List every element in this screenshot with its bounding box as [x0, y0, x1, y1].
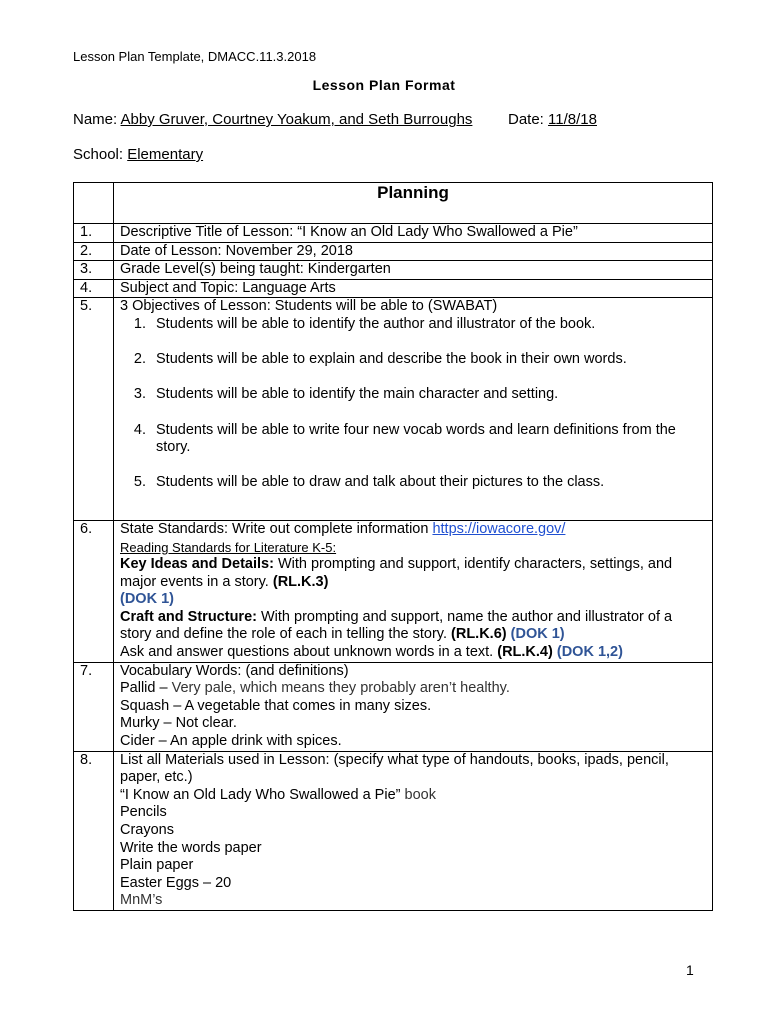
ask-dok: (DOK 1,2) — [556, 644, 623, 661]
name-value: Abby Gruver, Courtney Yoakum, and Seth Burroughs — [120, 111, 473, 128]
standards-subheading: Reading Standards for Literature K-5: — [120, 539, 337, 555]
key-ideas-code: (RL.K.3) — [272, 573, 329, 590]
row-number: 3. — [74, 261, 114, 280]
row-number: 7. — [74, 662, 114, 751]
materials-intro: List all Materials used in Lesson: (specify what type of handouts, books, ipads, pencil, paper, etc.) — [120, 751, 669, 786]
vocab-pallid — [120, 680, 706, 698]
name-line — [73, 111, 472, 128]
ask-answer-standard — [120, 644, 706, 662]
vocab-squash: Squash – A vegetable that comes in many sizes. — [120, 697, 432, 714]
materials-row — [74, 751, 713, 910]
row-number: 6. — [74, 520, 114, 662]
standards-intro-line — [120, 521, 706, 539]
vocab-intro: Vocabulary Words: (and definitions) — [120, 662, 349, 679]
table-row — [74, 224, 713, 243]
pallid-definition: Very pale, which means they probably aren’t healthy. — [171, 680, 510, 697]
row-number: 4. — [74, 279, 114, 298]
material-book — [120, 787, 706, 805]
craft-text: With prompting and support, name the author and illustrator of a story and define the role of each in telling the story. — [120, 608, 673, 643]
date-value: 11/8/18 — [548, 111, 597, 128]
ask-code: (RL.K.4) — [497, 644, 553, 661]
row-number: 8. — [74, 751, 114, 910]
standards-cell — [114, 520, 713, 662]
standards-intro: State Standards: Write out complete information — [120, 520, 433, 537]
materials-cell — [114, 751, 713, 910]
material-plain-paper: Plain paper — [120, 857, 194, 874]
page-title: Lesson Plan Format — [312, 77, 456, 93]
iowacore-link[interactable]: https://iowacore.gov/ — [432, 520, 566, 537]
vocab-row — [74, 662, 713, 751]
book-suffix: book — [400, 786, 436, 803]
row-text-grade: Grade Level(s) being taught: Kindergarten — [114, 261, 713, 280]
objective-item: 2. Students will be able to explain and describe the book in their own words. — [150, 351, 706, 369]
vocab-cider: Cider – An apple drink with spices. — [120, 733, 342, 750]
row-number: 5. — [74, 298, 114, 521]
key-ideas-dok: (DOK 1) — [120, 591, 174, 608]
objectives-list — [120, 316, 706, 492]
key-ideas-standard — [120, 556, 706, 591]
table-row — [74, 261, 713, 280]
objective-item: 1. Students will be able to identify the author and illustrator of the book. — [150, 316, 706, 334]
key-ideas-label: Key Ideas and Details: — [120, 556, 274, 573]
date-line — [508, 111, 597, 128]
table-row — [74, 279, 713, 298]
row-text-title: Descriptive Title of Lesson: “I Know an Old Lady Who Swallowed a Pie” — [114, 224, 713, 243]
material-crayons: Crayons — [120, 822, 174, 838]
page-number: 1 — [686, 962, 694, 978]
name-label: Name: — [73, 111, 121, 128]
objectives-cell — [114, 298, 713, 521]
key-ideas-text: With prompting and support, identify characters, settings, and major events in a story. — [120, 556, 673, 590]
objective-item: 3. Students will be able to identify the main character and setting. — [150, 386, 706, 404]
material-pencils: Pencils — [120, 804, 167, 821]
planning-table — [73, 182, 713, 911]
material-easter-eggs: Easter Eggs – 20 — [120, 874, 232, 891]
material-words-paper: Write the words paper — [120, 839, 262, 856]
table-header-row — [74, 183, 713, 224]
vocab-murky: Murky – Not clear. — [120, 715, 237, 732]
school-line — [73, 146, 203, 163]
book-title: “I Know an Old Lady Who Swallowed a Pie” — [120, 786, 401, 803]
school-value: Elementary — [127, 146, 204, 163]
objective-item: 5. Students will be able to draw and talk about their pictures to the class. — [150, 474, 706, 492]
standards-row — [74, 520, 713, 662]
date-label: Date: — [508, 111, 549, 128]
row-number: 1. — [74, 224, 114, 243]
template-label: Lesson Plan Template, DMACC.11.3.2018 — [73, 49, 317, 64]
row-number: 2. — [74, 242, 114, 261]
craft-dok: (DOK 1) — [510, 626, 565, 643]
row-text-date: Date of Lesson: November 29, 2018 — [114, 242, 713, 261]
objectives-row — [74, 298, 713, 521]
planning-heading: Planning — [114, 183, 713, 224]
row-text-subject: Subject and Topic: Language Arts — [114, 279, 713, 298]
material-mnms: MnM’s — [120, 892, 163, 909]
objective-item: 4. Students will be able to write four new vocab words and learn definitions from the story. — [150, 422, 706, 457]
pallid-term: Pallid – — [120, 680, 172, 697]
craft-structure-standard — [120, 609, 706, 644]
ask-text: Ask and answer questions about unknown words in a text. — [120, 644, 498, 661]
vocab-cell — [114, 662, 713, 751]
header-empty-cell — [74, 183, 114, 224]
table-row — [74, 242, 713, 261]
school-label: School: — [73, 146, 128, 163]
craft-code: (RL.K.6) — [451, 626, 507, 643]
craft-label: Craft and Structure: — [120, 608, 257, 625]
objectives-intro: 3 Objectives of Lesson: Students will be able to (SWABAT) — [120, 298, 498, 315]
